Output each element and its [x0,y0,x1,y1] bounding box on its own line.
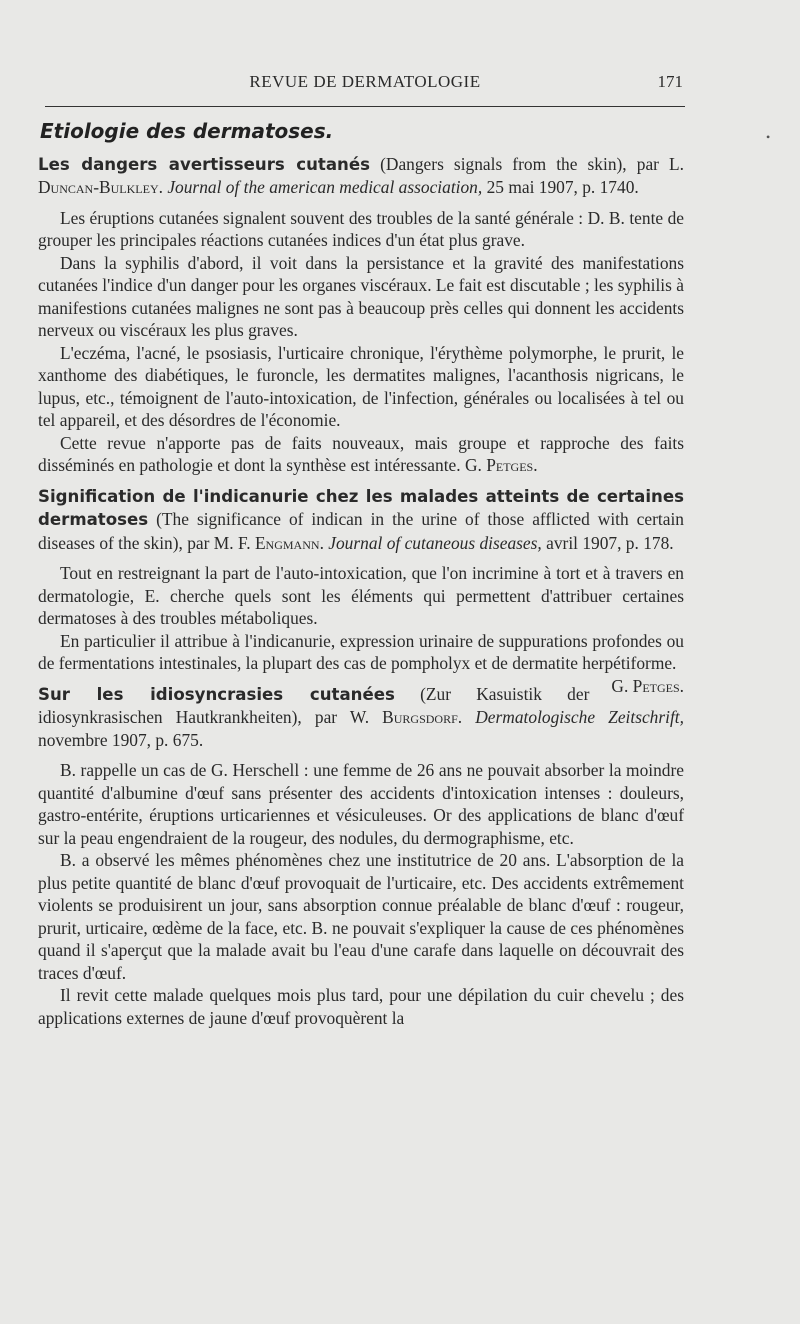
article-3-citation-rest: novembre 1907, p. 675. [38,729,204,750]
article-1-paragraph: Dans la syphilis d'abord, il voit dans la persistance et la gravité des manifestations cutanées l'indice d'un danger pour les organes viscéraux. Le fait est discutable ; les syphilis à manifestions cutanées malignes ne sont pas à beaucoup près celles qui donnent les accidents nerveux ou viscéraux les plus graves. [38,252,684,340]
article-1-author: Duncan-Bulkley [38,177,159,197]
article-1-title: Les dangers avertisseurs cutanés [38,154,371,174]
section-title: Etiologie des dermatoses. [40,119,334,143]
article-3-after-title: (Zur Kasuistik der idiosynkrasischen Hautkrankheiten), par W. [38,683,590,727]
article-1-paragraph: L'eczéma, l'acné, le psosiasis, l'urticaire chronique, l'érythème polymorphe, le prurit, le xanthome des diabétiques, le furoncle, les dermatites malignes, l'acanthosis nigricans, le lupus, etc., témoignent de l'auto-intoxication, de l'infection, générales ou localisées à tel ou tel appareil, et des désordres de l'économie. [38,342,684,430]
article-1-paragraph-last [38,432,684,477]
article-3-after-author: . [457,707,476,727]
article-2-author: Engmann [254,532,320,553]
margin-mark: • [766,130,771,144]
article-1-journal: Journal of the american medical association, [167,177,483,197]
article-1-citation [38,153,684,199]
article-1-after-author: . [158,177,168,197]
article-2-title: Signification de l'indicanurie chez les malades atteints de certaines dermatoses [38,486,684,529]
page-content [38,118,684,1029]
article-3-title: Sur les idiosyncrasies cutanées [38,684,395,704]
article-2-paragraph: Tout en restreignant la part de l'auto-intoxication, que l'on incrimine à tort et à travers en dermatologie, E. cherche quels sont les éléments qui permettent d'attribuer certaines dermatoses à des troubles métaboliques. [38,563,684,628]
article-1-citation-rest: 25 mai 1907, p. 1740. [482,177,639,197]
article-2-citation [38,485,684,555]
article-1-signature: G. Petges. [464,455,538,475]
article-1-paragraph-text: Cette revue n'apporte pas de faits nouveaux, mais groupe et rapproche des faits disséminés en pathologie et dont la synthèse est intéressante. [38,432,684,475]
article-2-signature: G. Petges. [611,675,684,696]
article-2-paragraph-text: En particulier il attribue à l'indicanurie, expression urinaire de suppurations profondes ou de fermentations intestinales, la plupart des cas de pompholyx et de dermatite herpétiforme. [38,630,684,673]
article-1-paragraph: Les éruptions cutanées signalent souvent des troubles de la santé générale : D. B. tente de grouper les principales réactions cutanées indices d'un état plus grave. [38,207,684,250]
article-2-after-title: (The significance of indican in the urine of those afflicted with certain diseases of the skin), par M. F. [38,509,684,553]
running-title: REVUE DE DERMATOLOGIE [249,72,481,91]
article-1-after-title: (Dangers signals from the skin), par L. [370,153,685,174]
header-rule [45,106,685,107]
article-3-citation [38,683,684,752]
page-number: 171 [657,72,683,91]
article-2-journal: Journal of cutaneous diseases, [328,532,542,553]
article-3-paragraph: Il revit cette malade quelques mois plus tard, pour une dépilation du cuir chevelu ; des applications externes de jaune d'œuf provoquèrent la [38,985,684,1028]
article-3-paragraph: B. a observé les mêmes phénomènes chez une institutrice de 20 ans. L'absorption de la plus petite quantité de blanc d'œuf provoquait de l'urticaire, etc. Des accidents extrêmement violents se produisirent un jour, sans absorption connue préalable de blanc d'œuf : rougeur, prurit, urticaire, œdème de la face, etc. B. ne pouvait s'expliquer la cause de ces phénomènes quand il s'aperçut que la malade avait bu l'eau d'une carafe dans laquelle on découvrait des traces d'œuf. [38,850,684,983]
article-3-author: Burgsdorf [382,707,458,727]
article-2-after-author: . [319,532,329,553]
article-3-journal: Dermatologische Zeitschrift, [475,707,684,727]
article-2-citation-rest: avril 1907, p. 178. [541,532,674,553]
article-3-paragraph: B. rappelle un cas de G. Herschell : une femme de 26 ans ne pouvait absorber la moindre quantité d'albumine d'œuf sans présenter des accidents d'intoxication intenses : douleurs, gastro-entérite, éruptions urticariennes et vésiculeuses. Or des applications de blanc d'œuf sur la peau engendraient de la rougeur, des nodules, du dermographisme, etc. [38,760,684,848]
running-header [45,72,685,94]
